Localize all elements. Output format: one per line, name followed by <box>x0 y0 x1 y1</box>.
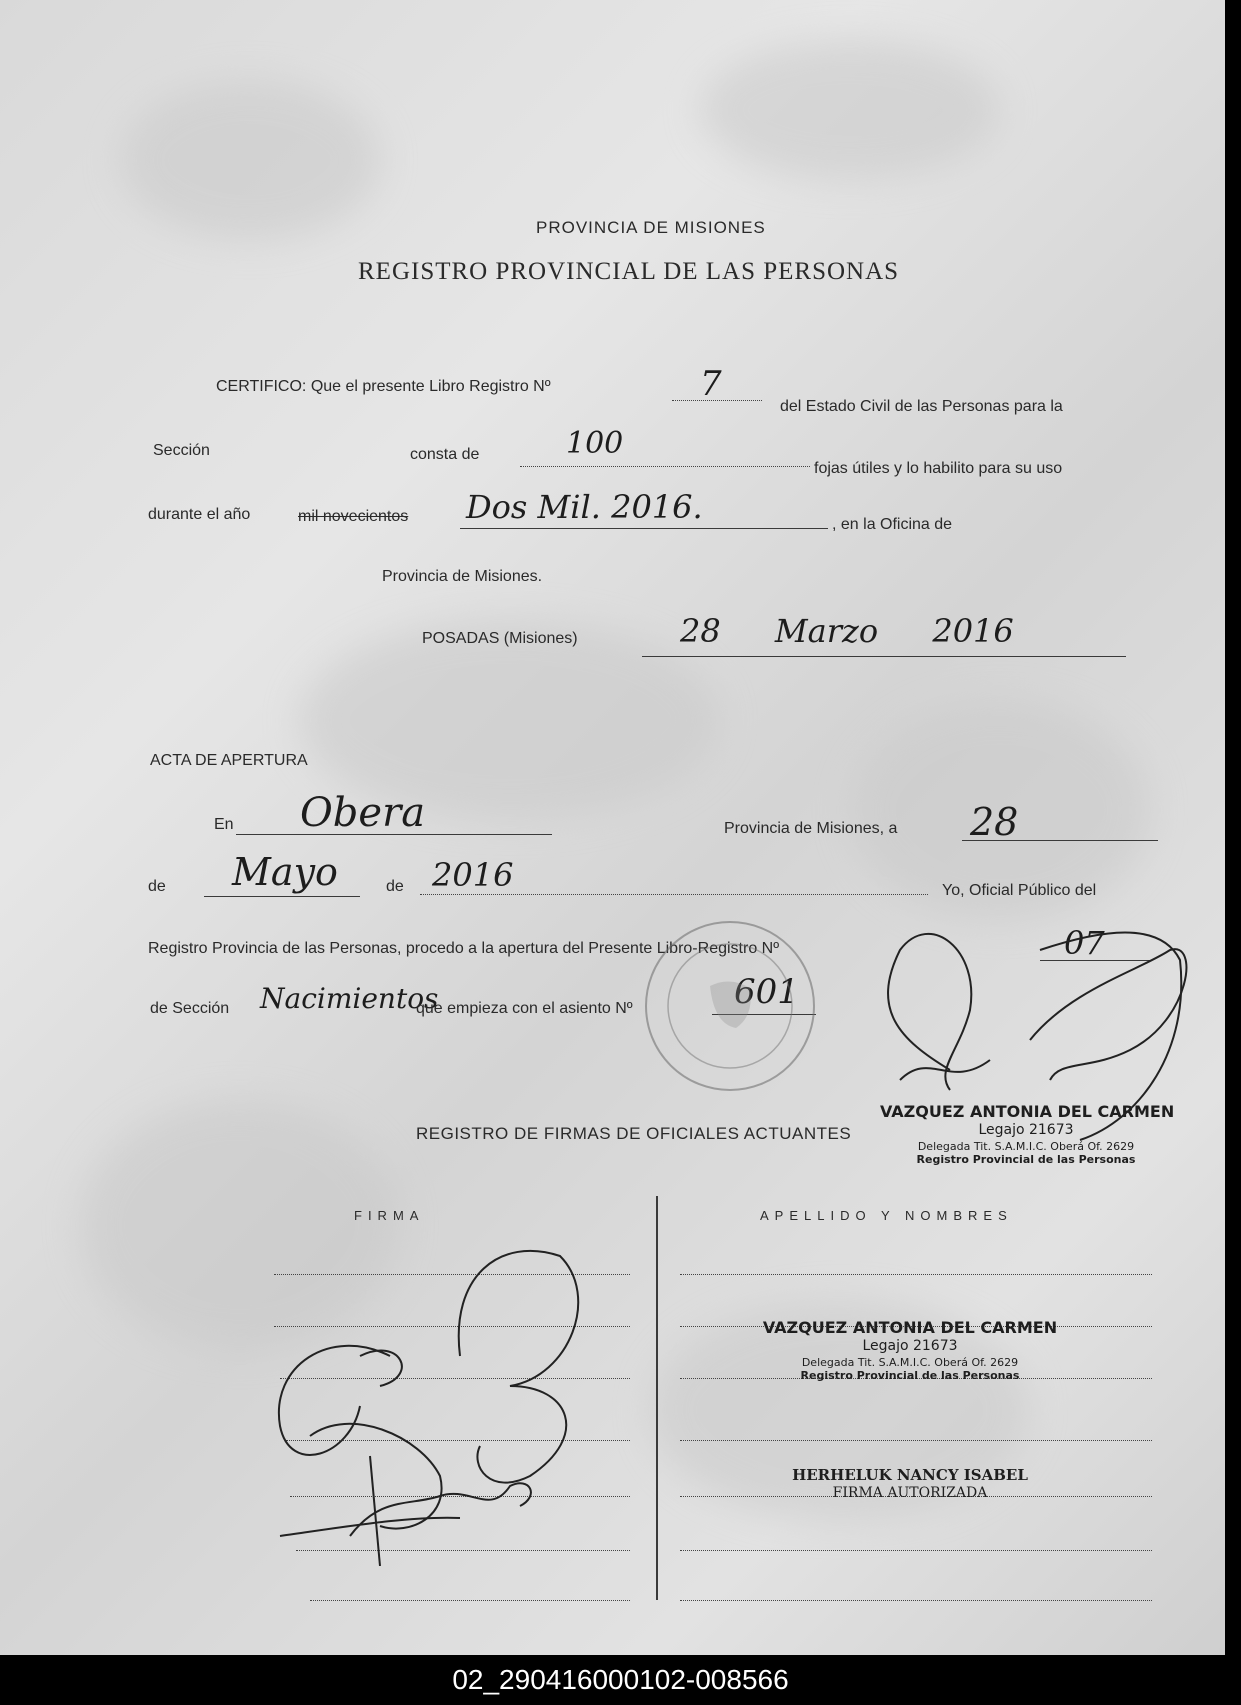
provincia-label: Provincia de Misiones, a <box>724 820 898 837</box>
libro-number-handwritten: 7 <box>700 364 722 404</box>
stamp-table-name: VAZQUEZ ANTONIA DEL CARMEN <box>762 1318 1058 1337</box>
footer-code: 02_290416000102-008566 <box>0 1655 1241 1705</box>
libro-number-acta-handwritten: 07 <box>1064 924 1105 962</box>
stamp-top-legajo: Legajo 21673 <box>978 1122 1074 1138</box>
table-row <box>680 1600 1152 1601</box>
asiento-text: que empieza con el asiento Nº <box>416 1000 633 1017</box>
certificate-line1-tail: del Estado Civil de las Personas para la <box>780 398 1063 415</box>
provincia-line: Provincia de Misiones. <box>382 568 543 585</box>
firmas-title: REGISTRO DE FIRMAS DE OFICIALES ACTUANTES <box>416 1124 852 1143</box>
durante-lead: durante el año <box>148 506 251 523</box>
stamp-table-registro: Registro Provincial de las Personas <box>800 1369 1020 1383</box>
stamp-top-name: VAZQUEZ ANTONIA DEL CARMEN <box>880 1102 1175 1121</box>
signature-table-icon <box>270 1236 630 1566</box>
day-handwritten: 28 <box>970 800 1019 844</box>
posadas-date-handwritten: 28 Marzo 2016 <box>680 612 1014 650</box>
year-handwritten: Dos Mil. 2016. <box>466 488 703 526</box>
table-row <box>310 1600 630 1601</box>
official-seal-icon <box>640 916 820 1096</box>
stamp-auth-role: FIRMA AUTORIZADA <box>832 1484 988 1501</box>
col-apellido-heading: APELLIDO Y NOMBRES <box>760 1208 1013 1223</box>
table-row <box>680 1550 1152 1551</box>
oficial-text: Yo, Oficial Público del <box>942 882 1097 899</box>
en-label: En <box>214 816 234 833</box>
de2-label: de <box>386 878 404 895</box>
province-heading: PROVINCIA DE MISIONES <box>536 218 766 237</box>
stamp-table <box>760 1318 1060 1383</box>
fojas-tail: fojas útiles y lo habilito para su uso <box>814 460 1063 477</box>
oficina-tail: , en la Oficina de <box>832 516 953 533</box>
table-row <box>680 1274 1152 1275</box>
stamp-table-legajo: Legajo 21673 <box>862 1338 958 1354</box>
certificate-line1-lead: CERTIFICO: Que el presente Libro Registro Nº <box>216 378 551 395</box>
registro-text: Registro Provincia de las Personas, procedo a la apertura del Presente Libro-Registro Nº <box>148 940 780 957</box>
table-row <box>680 1440 1152 1441</box>
year-acta-handwritten: 2016 <box>432 856 514 894</box>
de-label: de <box>148 878 166 895</box>
table-column-divider <box>656 1196 658 1600</box>
seccion-acta-label: de Sección <box>150 1000 230 1017</box>
fojas-count-handwritten: 100 <box>566 426 624 461</box>
posadas-label: POSADAS (Misiones) <box>422 630 578 647</box>
month-handwritten: Mayo <box>232 850 338 894</box>
stamp-top-delegada: Delegada Tit. S.A.M.I.C. Oberá Of. 2629 <box>917 1139 1135 1153</box>
stamp-top-registro: Registro Provincial de las Personas <box>916 1153 1136 1167</box>
stamp-auth-name: HERHELUK NANCY ISABEL <box>792 1466 1028 1484</box>
asiento-number-handwritten: 601 <box>734 972 799 1012</box>
seccion-value-handwritten: Nacimientos <box>260 982 439 1015</box>
stamp-auth <box>770 1466 1050 1502</box>
signature-top-icon <box>840 890 1200 1190</box>
seccion-label: Sección <box>153 442 210 459</box>
acta-title: ACTA DE APERTURA <box>150 752 308 769</box>
registry-heading: REGISTRO PROVINCIAL DE LAS PERSONAS <box>358 258 900 285</box>
stamp-table-delegada: Delegada Tit. S.A.M.I.C. Oberá Of. 2629 <box>801 1355 1019 1369</box>
col-firma-heading: FIRMA <box>354 1208 425 1223</box>
consta-label: consta de <box>410 446 480 463</box>
city-handwritten: Obera <box>300 790 426 836</box>
durante-struck: mil novecientos <box>298 508 409 525</box>
